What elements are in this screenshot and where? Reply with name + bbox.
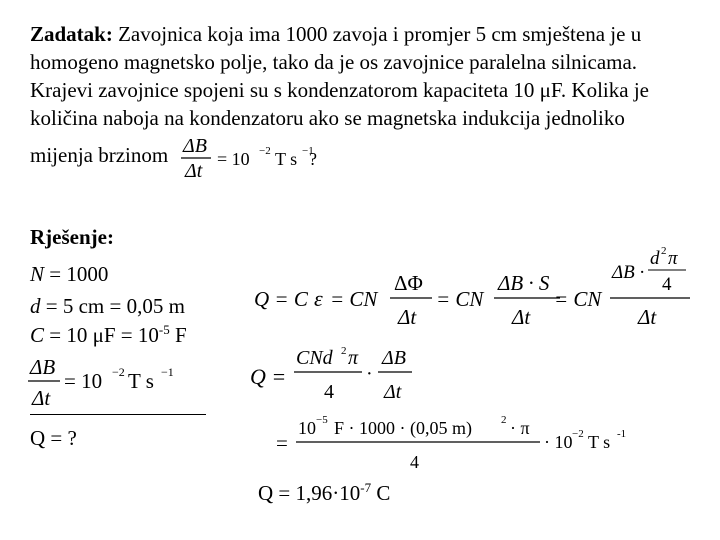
eq1-f3-inner-sup: 2	[661, 245, 667, 257]
rate-question: ?	[309, 149, 318, 169]
given-rate-unit-exponent: −1	[161, 365, 174, 379]
rate-exponent: −2	[259, 145, 272, 157]
eq2-f1-pi: π	[348, 347, 359, 369]
given-d	[30, 294, 185, 319]
given-d-symbol: d	[30, 294, 41, 318]
rate-denominator: Δt	[185, 160, 203, 182]
given-d-value: = 5 cm = 0,05 m	[40, 294, 185, 318]
eq1-f2-denominator: Δt	[512, 305, 531, 329]
given-rate-denominator: Δt	[32, 386, 51, 410]
eq3-num-b: F · 1000 · (0,05 m)	[334, 418, 472, 438]
eq3-num-c: · π	[510, 418, 530, 438]
task-statement	[30, 20, 690, 182]
task-rate-formula	[181, 132, 321, 182]
given-c-symbol: C	[30, 323, 45, 347]
final-result	[258, 480, 390, 506]
task-text: Zavojnica koja ima 1000 zavoja i promjer 5 cm smještena je u homogeno magnetsko polje, tako da je os zavojnice paralelna silnicama. Krajevi zavojnice spojeni su s kondenzatorom kapaciteta 10 μF. Kolika je količina naboja na kondenzatoru ako se magnetska indukcija jednoliko mijenja brzinom	[30, 22, 649, 167]
result-exponent: -7	[360, 480, 372, 495]
solution-heading: Rješenje:	[30, 225, 114, 249]
given-n-symbol: N	[30, 262, 45, 286]
eq3-num-b-sup: 2	[501, 414, 507, 426]
eq2-dot: ·	[366, 363, 373, 385]
eq1-f3-numerator-a: ΔB ·	[612, 262, 645, 283]
eq1-lhs: Q = C	[254, 287, 308, 311]
unknown-q: Q = ?	[30, 426, 77, 450]
eq1-f1-numerator: ΔΦ	[394, 271, 423, 295]
given-rate-unit: T s	[128, 369, 154, 393]
eq3-num-a: 10	[298, 418, 316, 438]
eq1-f3-inner-numerator: d	[650, 248, 660, 269]
rate-rhs: = 10	[217, 149, 251, 169]
given-n	[30, 262, 108, 287]
equation-1	[250, 244, 700, 330]
rate-unit-exponent: −1	[302, 145, 315, 157]
given-c-unit: F	[169, 323, 187, 347]
given-rate-exponent: −2	[112, 365, 125, 379]
eq3-denominator: 4	[410, 452, 419, 472]
given-c-exponent: -5	[158, 322, 170, 337]
eq3-num-a-sup: −5	[316, 414, 328, 426]
given-c	[30, 322, 187, 348]
eq1-cn-3: = CN	[554, 287, 602, 311]
eq1-f3-inner-denominator: 4	[662, 274, 672, 295]
eq3-tail-sup: −2	[572, 428, 584, 440]
eq3-tail: · 10	[544, 432, 573, 452]
result-unit: C	[371, 481, 391, 505]
rate-numerator: ΔB	[183, 135, 208, 157]
task-label: Zadatak:	[30, 22, 113, 46]
given-separator	[30, 414, 206, 415]
eq1-cn-2: = CN	[436, 287, 484, 311]
equation-3	[272, 410, 692, 476]
eq3-tail-unit-sup: -1	[617, 428, 627, 440]
eq1-f3-denominator: Δt	[638, 305, 657, 329]
eq1-f1-denominator: Δt	[398, 305, 417, 329]
equation-2	[248, 340, 448, 410]
eq1-f2-numerator: ΔB · S	[498, 271, 550, 295]
eq3-equals: =	[276, 431, 288, 455]
given-c-value: = 10 μF = 10	[44, 323, 159, 347]
eq3-tail-unit: T s	[588, 432, 611, 452]
eq2-f1-numerator: CNd	[296, 347, 333, 369]
eq1-cn-1: = CN	[330, 287, 378, 311]
given-rate-formula	[28, 352, 198, 414]
eq2-f2-denominator: Δt	[384, 381, 402, 403]
given-rate-rhs: = 10	[64, 369, 103, 393]
given-rate-numerator: ΔB	[30, 355, 56, 379]
given-n-value: = 1000	[44, 262, 109, 286]
eq2-f1-sup: 2	[341, 345, 347, 357]
eq2-lhs: Q =	[250, 364, 287, 389]
eq1-f3-inner-pi: π	[668, 248, 678, 269]
result-value: Q = 1,96·10	[258, 481, 361, 505]
eq2-f1-denominator: 4	[324, 381, 334, 403]
eq1-emf: ε	[314, 286, 323, 311]
rate-unit: T s	[275, 149, 298, 169]
eq2-f2-numerator: ΔB	[382, 347, 406, 369]
